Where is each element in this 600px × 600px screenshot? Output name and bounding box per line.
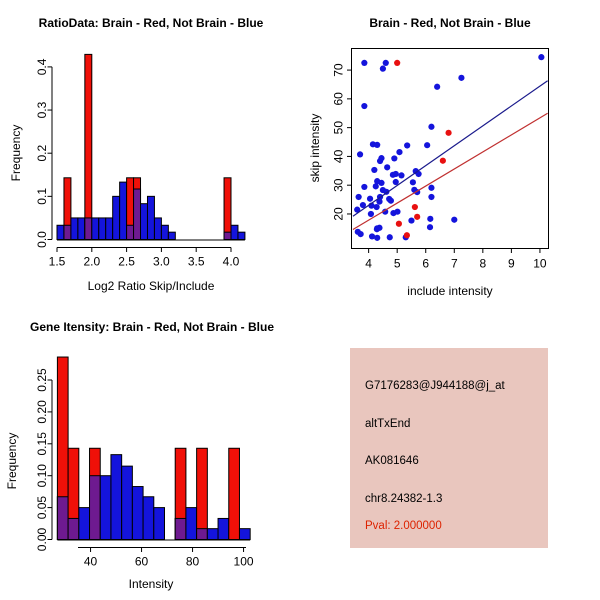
hist-bar-overlap [64,225,71,239]
scatter-point-notbrain [361,60,367,66]
y-tick-label: 50 [331,120,346,135]
y-tick-label: 0.20 [35,400,49,424]
y-tick-label: 0.0 [35,231,49,248]
hist-bar-notbrain [92,218,99,240]
accession-text: AK081646 [365,455,419,467]
y-tick-label: 0.10 [35,464,49,488]
y-tick-label: 0.05 [35,495,49,520]
hist-bar-notbrain [168,232,175,239]
event-type-text: altTxEnd [365,418,411,430]
scatter-point-notbrain [384,164,390,170]
hist-bar-notbrain [71,218,78,240]
hist-bar-overlap [197,529,208,540]
pval-text: Pval: 2.000000 [365,520,442,532]
scatter-point-notbrain [387,234,393,240]
ratio-hist-xlabel: Log2 Ratio Skip/Include [87,279,215,293]
x-tick-label: 1.5 [48,254,66,269]
hist-bar-notbrain [57,225,64,239]
hist-bar-overlap [134,189,141,239]
x-tick-label: 80 [185,554,200,569]
y-tick-label: 40 [331,149,346,164]
gene-hist-ylabel: Frequency [5,432,19,490]
y-tick-label: 30 [331,178,346,192]
scatter-point-notbrain [383,60,389,66]
x-tick-label: 3.0 [153,254,170,269]
scatter-point-notbrain [361,103,367,109]
y-tick-label: 70 [331,63,346,77]
hist-bar-notbrain [141,204,148,240]
hist-bar-notbrain [120,182,127,239]
x-tick-label: 10 [533,256,547,271]
hist-bar-notbrain [100,476,111,540]
y-tick-label: 0.1 [35,188,49,205]
hist-bar-brain [85,54,92,239]
ratio-hist-ylabel: Frequency [9,124,23,182]
hist-bar-notbrain [132,487,143,540]
hist-bar-notbrain [78,218,85,240]
hist-bar-notbrain [231,225,238,239]
y-tick-label: 0.4 [35,58,49,76]
scatter-point-notbrain [357,151,363,157]
hist-bar-notbrain [147,196,154,239]
scatter-point-notbrain [434,84,440,90]
scatter-point-notbrain [374,226,380,232]
scatter-point-notbrain [458,75,464,81]
scatter-point-notbrain [367,196,373,202]
hist-bar-notbrain [111,455,122,540]
hist-bar-overlap [90,476,101,540]
hist-bar-notbrain [122,466,133,539]
scatter-point-brain [394,60,400,66]
y-tick-label: 0.2 [35,144,49,162]
x-tick-label: 2.0 [83,254,101,269]
scatter-point-notbrain [428,124,434,130]
scatter-point-notbrain [393,179,399,185]
scatter-point-notbrain [404,142,410,148]
x-tick-label: 4 [365,256,372,271]
x-tick-label: 4.0 [222,254,240,269]
scatter-point-notbrain [427,224,433,230]
gene-hist-title: Gene Itensity: Brain - Red, Not Brain - Blue [29,320,275,334]
scatter-point-notbrain [410,179,416,185]
scatter-point-notbrain [356,194,362,200]
hist-bar-notbrain [79,508,90,540]
x-tick-label: 2.5 [118,254,135,269]
scatter-title: Brain - Red, Not Brain - Blue [369,16,531,30]
x-tick-label: 100 [233,554,254,569]
scatter-point-notbrain [391,155,397,161]
gene-hist-xlabel: Intensity [128,577,174,591]
scatter-point-notbrain [451,217,457,223]
hist-bar-notbrain [106,218,113,240]
scatter-point-notbrain [374,204,380,210]
ratio-hist-title: RatioData: Brain - Red, Not Brain - Blue [38,16,264,30]
hist-bar-notbrain [238,232,245,239]
hist-bar-brain [197,448,208,539]
scatter-point-notbrain [398,172,404,178]
scatter-point-notbrain [428,185,434,191]
scatter-point-brain [412,204,418,210]
hist-bar-overlap [57,497,68,540]
hist-bar-overlap [85,218,92,240]
scatter-point-brain [414,214,420,220]
y-tick-label: 60 [331,92,346,106]
scatter-xlabel: include intensity [407,284,493,298]
scatter-point-notbrain [393,171,399,177]
scatter-point-notbrain [428,194,434,200]
scatter-point-notbrain [394,209,400,215]
x-tick-label: 3.5 [187,254,205,269]
scatter-point-notbrain [380,66,386,72]
x-tick-label: 6 [422,256,430,271]
x-tick-label: 5 [393,256,401,271]
scatter-point-notbrain [374,142,380,148]
scatter-point-notbrain [427,216,433,222]
scatter-point-brain [404,232,410,238]
scatter-point-notbrain [408,217,414,223]
scatter-point-notbrain [373,183,379,189]
scatter-point-notbrain [361,184,367,190]
y-tick-label: 0.3 [35,101,49,119]
scatter-point-notbrain [371,167,377,173]
x-tick-label: 8 [479,256,487,271]
scatter-point-notbrain [396,149,402,155]
x-tick-label: 60 [134,554,149,569]
hist-bar-notbrain [239,529,250,540]
probe-id-text: G7176283@J944188@j_at [365,380,505,392]
scatter-point-notbrain [377,158,383,164]
y-tick-label: 0.00 [35,527,49,552]
x-tick-label: 40 [83,554,98,569]
hist-bar-brain [229,448,240,539]
hist-bar-notbrain [154,508,165,540]
scatter-ylabel: skip intensity [308,113,322,183]
hist-bar-notbrain [99,218,106,240]
location-text: chr8.24382-1.3 [365,493,443,505]
scatter-point-notbrain [378,180,384,186]
hist-bar-notbrain [161,225,168,239]
y-tick-label: 0.25 [35,368,49,392]
hist-bar-notbrain [218,518,229,539]
hist-bar-notbrain [154,218,161,240]
hist-bar-overlap [175,518,186,539]
scatter-point-brain [396,221,402,227]
gene-info-box [350,348,548,548]
scatter-point-notbrain [424,142,430,148]
scatter-point-brain [445,130,451,136]
scatter-point-notbrain [358,231,364,237]
hist-bar-brain [224,178,231,240]
hist-bar-notbrain [186,508,197,540]
y-tick-label: 20 [331,207,346,221]
hist-bar-notbrain [143,497,154,540]
scatter-point-notbrain [368,211,374,217]
hist-bar-notbrain [207,529,218,540]
x-tick-label: 7 [450,256,458,271]
scatter-point-brain [440,158,446,164]
hist-bar-overlap [68,518,79,539]
hist-bar-overlap [127,225,134,239]
hist-bar-notbrain [113,196,120,239]
scatter-point-notbrain [388,198,394,204]
not-brain-fit-line [353,81,548,217]
scatter-point-notbrain [374,235,380,241]
hist-bar-overlap [224,232,231,239]
scatter-point-notbrain [538,54,544,60]
y-tick-label: 0.15 [35,432,49,456]
x-tick-label: 9 [508,256,515,271]
